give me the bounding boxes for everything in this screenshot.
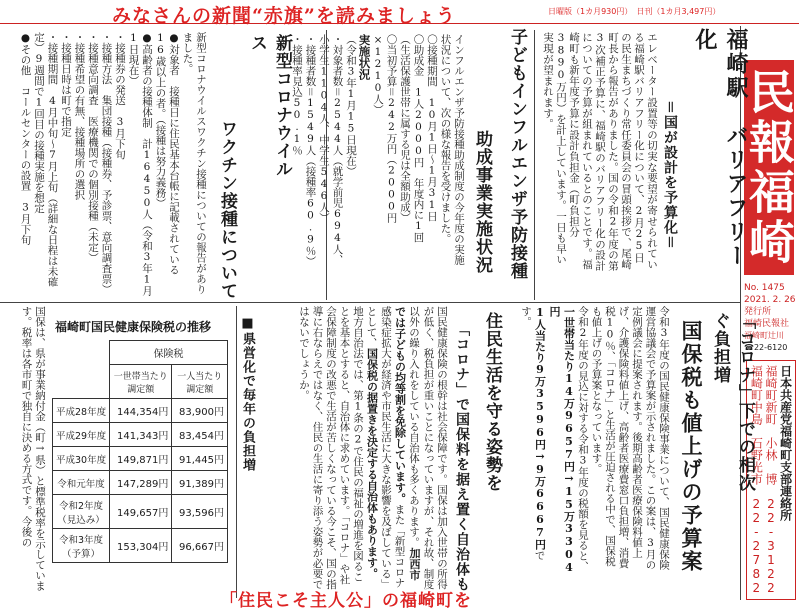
life-bold-1: 加西市では子どもの均等割を免除しています。 bbox=[393, 306, 421, 581]
covid-item: ●高齢者の接種体制 計16450人（令和3年1月1日現在） bbox=[127, 32, 153, 296]
table-cell-person: 83,900円 bbox=[172, 399, 228, 423]
table-row bbox=[53, 447, 228, 471]
top-banner bbox=[0, 0, 799, 27]
table-cell-household: 141,343円 bbox=[110, 423, 172, 447]
flu-item: （生活保護世帯に属する児は全額助成） bbox=[399, 34, 411, 223]
table-cell-household: 149,657円 bbox=[110, 495, 172, 529]
covid-subheadline: ワクチン接種について bbox=[217, 120, 237, 300]
table-row bbox=[53, 495, 228, 529]
masthead-title: 民報福崎 bbox=[742, 67, 796, 268]
covid-item: ・接種方法 集団接種（接種券、予診票、意向調査票） bbox=[100, 32, 113, 295]
table-cell-household: 153,304円 bbox=[110, 529, 172, 563]
table-title: 福崎町国民健康保険税の推移 bbox=[55, 320, 212, 334]
kokuho-para-3: です。 bbox=[520, 306, 546, 561]
issue-number: No. 1475 bbox=[744, 283, 785, 293]
covid-item: ・接種券の発送 3月下旬 bbox=[114, 32, 126, 160]
flu-status-heading: 実施状況 bbox=[357, 34, 372, 80]
table-corner bbox=[53, 341, 110, 399]
flu-item: 〇助成金 1人2000円 年度内に1回 bbox=[412, 34, 425, 243]
covid-item: ・接種希望の有無、接種場所の選択 bbox=[73, 32, 86, 200]
table-col-household: 一世帯当たり調定額 bbox=[110, 365, 172, 399]
table-cell-year: 令和3年度（予算） bbox=[53, 529, 110, 563]
section-divider bbox=[0, 302, 740, 303]
table-cell-person: 91,389円 bbox=[172, 471, 228, 495]
signature-line-1: 福崎町新町 小林 博 22-3122 bbox=[763, 365, 778, 595]
covid-item: ●対象者 接種日に住民基本台帳に記載されている16歳以上の者。（接種は努力義務） bbox=[154, 32, 180, 275]
issuer: 福崎民報社 bbox=[744, 319, 790, 329]
table-cell-person: 91,445円 bbox=[172, 447, 228, 471]
covid-item: ・接種意向調査 医療機関での個別接種（未定） bbox=[87, 32, 99, 263]
life-headline: 住民生活を守る姿勢を bbox=[482, 312, 502, 492]
station-headline: 福崎駅 バリアフリー化 bbox=[692, 28, 749, 268]
table-row bbox=[53, 471, 228, 495]
flu-status-item: ・接種者数＝1549人（接種率60.9％） bbox=[304, 34, 317, 267]
table-cell-year: 令和2年度（見込み） bbox=[53, 495, 110, 529]
signature-org: 日本共産党福崎町支部連絡所 bbox=[778, 365, 793, 521]
kokuho-subheadline: 国保税も値上げの予算案 bbox=[679, 320, 704, 573]
table-cell-year: 令和元年度 bbox=[53, 471, 110, 495]
kokuho-para-1: 令和3年度の国民健康保険事業について、国民健康保険運営協議会で予算案が示されました。この案は、3月の定例議会に提案されます。後期高齢者医療保険料値上げ、介護保険料値上げ、高齢者医療費窓口負担増、消費税10％、「コロナ」と生活が圧迫される中で、国保税も値上げの予算案となっています。 bbox=[590, 306, 670, 570]
table-col-group: 保険税 bbox=[110, 341, 228, 365]
tax-history-table bbox=[52, 340, 228, 563]
table-cell-person: 93,596円 bbox=[172, 495, 228, 529]
bottom-slogan: 「住民こそ主人公」の福崎町を bbox=[220, 591, 472, 611]
table-col-person: 一人当たり調定額 bbox=[172, 365, 228, 399]
flu-item: 〇当初予算＝242万円（2000円×1210人） bbox=[372, 34, 398, 223]
flu-subheadline: 助成事業実施状況 bbox=[472, 130, 492, 274]
kokuho-para-2: 令和2年度の見込に対する令和3年度の税額を見ると、 bbox=[577, 306, 589, 572]
life-body bbox=[268, 306, 448, 591]
prefecture-headline: ■県営化で毎年の負担増 bbox=[240, 316, 255, 472]
table-cell-household: 144,354円 bbox=[110, 399, 172, 423]
table-row bbox=[53, 529, 228, 563]
flu-headline: 子どもインフルエンザ予防接種 bbox=[507, 28, 527, 280]
life-para-2: また「新型コロナ感染症拡大が経済や市民生活に大きな影響を及ぼしている」として、 bbox=[365, 306, 406, 590]
station-body: エレベーター設置等の切実な要望が寄せられている福崎駅バリアフリー化について、2月25日の民生まちづくり常任委員会の冒頭挨拶で、尾崎町長から報告がありました。国の令和2年度の第3次補正予算に、福崎駅のバリアフリー化の設計についての予算が組まれているとのことです。福崎町も新年度予算に設計負担金（町負担分3890万円）を計上しています。一日も早い実現が望まれます。 bbox=[542, 32, 658, 272]
table-cell-year: 平成28年度 bbox=[53, 399, 110, 423]
table-cell-person: 83,454円 bbox=[172, 423, 228, 447]
table-cell-year: 平成30年度 bbox=[53, 447, 110, 471]
flu-status-note: （令和3年1月15日現在） bbox=[345, 34, 357, 177]
flu-status-item: ・対象者数＝2544人（就学前児694人、小学生1104人、中学生546人） bbox=[318, 34, 344, 265]
table-cell-household: 147,289円 bbox=[110, 471, 172, 495]
flu-body bbox=[291, 34, 465, 274]
life-para-3: 地方自治法では、第1条の2で住民の福祉の増進を図ることを基本とすると、自治体に求めています。「コロナ」や社会保障制度の改悪で生活が苦しくなっている今こそ、国の指導に右ならえではなく、住民の生活に寄り添う姿勢が必要ではないでしょうか。 bbox=[298, 306, 364, 590]
life-subheadline: 「コロナ」で国保料を据え置く自治体も bbox=[454, 322, 470, 592]
signature-line-2: 福崎町中島 石野光市 22-2782 bbox=[749, 365, 764, 595]
table-cell-year: 平成29年度 bbox=[53, 423, 110, 447]
issuer-address: 福崎町辻川 bbox=[744, 331, 784, 340]
column-divider-1 bbox=[534, 30, 535, 300]
table-row bbox=[53, 399, 228, 423]
table-cell-household: 149,871円 bbox=[110, 447, 172, 471]
covid-item: ・接種期間 4月中旬～7月上旬（詳細な日程は未確定）9週間で1回目の接種実施を想定 bbox=[33, 32, 59, 287]
covid-intro: 新型コロナウイルスワクチン接種についての報告がありました。 bbox=[181, 32, 207, 295]
covid-headline: 新型コロナウイルス bbox=[247, 34, 292, 178]
kokuho-body bbox=[510, 306, 670, 576]
table-side-text: 国保は、県が事業納付金（町→県）と標準税率を示しています。税率は各市町で独自に決める方式です。今後の bbox=[20, 306, 46, 591]
tax-table bbox=[52, 340, 228, 563]
flu-item: 〇接種期間 10月1日～1月31日 bbox=[426, 34, 438, 222]
issue-date: 2021. 2. 26 bbox=[744, 295, 796, 305]
flu-intro: インフルエンザ予防接種助成制度の今年度の実施状況について、次の様な報告を受けました。 bbox=[439, 34, 465, 265]
subscription-prices: 日曜版（1カ月930円） 日刊（1カ月3,497円） bbox=[548, 7, 721, 16]
table-row bbox=[53, 423, 228, 447]
issuer-label: 発行所 bbox=[744, 307, 772, 317]
issuer-phone: ☎22-6120 bbox=[744, 343, 788, 352]
table-cell-person: 96,667円 bbox=[172, 529, 228, 563]
covid-body bbox=[2, 32, 207, 298]
station-subheadline: ＝国が設計を予算化＝ bbox=[662, 100, 678, 250]
covid-item: ・接種日時は町で指定 bbox=[60, 32, 72, 137]
life-bold-2: 国保税の据置きを決定する自治体もあります。 bbox=[365, 348, 379, 579]
life-para-1: 国民健康保険の根幹は社会保障です。国保は加入世帯の所得が低く、税負担が重いことになっていますが、それ故、制度以外の繰り入れをしている自治体も多くあります。 bbox=[408, 306, 448, 590]
kokuho-person-change: 1人当たり9万3596円→9万6667円 bbox=[533, 306, 547, 550]
kokuho-household-change: 一世帯当たり14万9657円→15万3304円 bbox=[548, 306, 576, 574]
column-divider-3 bbox=[236, 306, 237, 598]
top-slogan: みなさんの新聞“赤旗”を読みましょう bbox=[112, 5, 456, 27]
kokuho-headline: 「コロナ」下での相次ぐ負担増 bbox=[710, 312, 755, 492]
flu-status-item: ・接種率見込50.1％ bbox=[291, 34, 303, 156]
covid-item: ●その他 コールセンターの設置 3月下旬 bbox=[19, 32, 32, 245]
